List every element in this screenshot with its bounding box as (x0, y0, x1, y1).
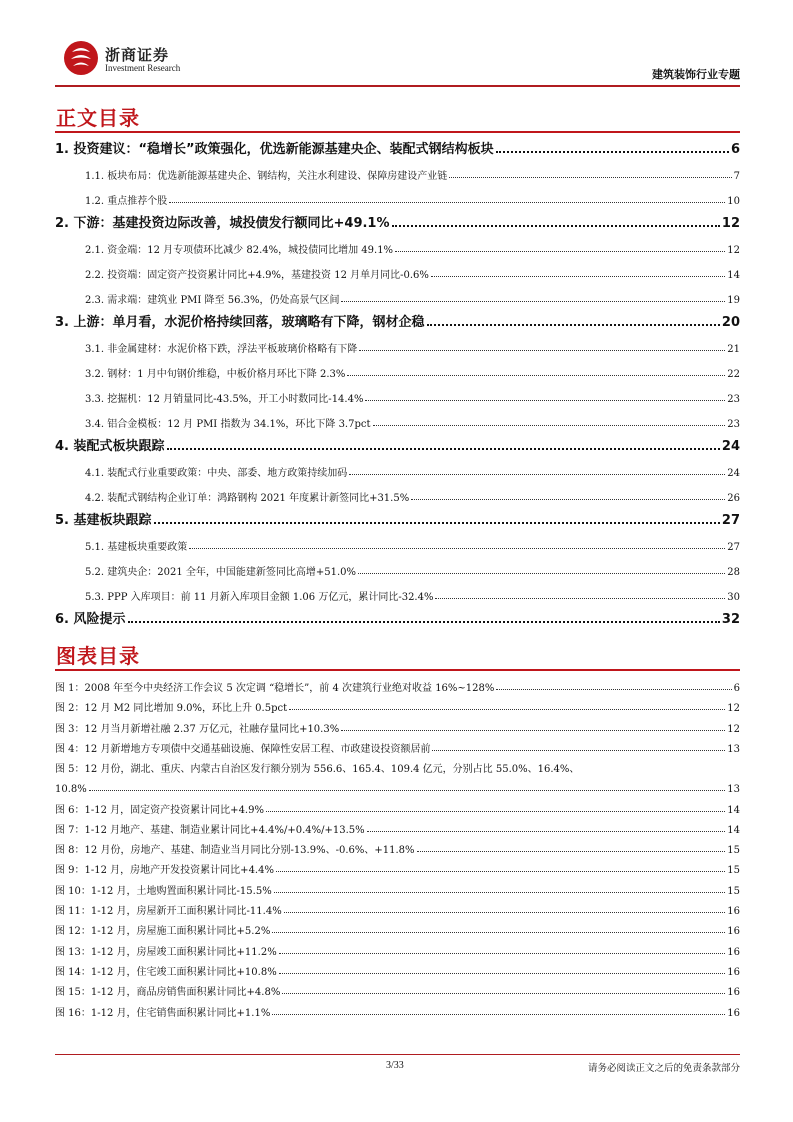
figure-entry-text: 图 9：1-12 月，房地产开发投资累计同比+4.4% (55, 865, 274, 877)
toc-section[interactable] (55, 263, 740, 281)
figure-entry-text: 图 4：12 月新增地方专项债中交通基础设施、保障性安居工程、市政建设投资额居前 (55, 743, 431, 755)
dot-leader (169, 201, 725, 203)
toc-section-page: 14 (727, 270, 740, 281)
toc-section[interactable] (55, 560, 740, 578)
figure-entry-text: 图 15：1-12 月，商品房销售面积累计同比+4.8% (55, 987, 281, 999)
dot-leader (365, 399, 725, 401)
dot-leader (392, 224, 720, 227)
figure-entry[interactable] (55, 942, 740, 958)
toc-chapter-page: 20 (721, 315, 740, 330)
toc-section-page: 12 (727, 245, 740, 256)
figure-entry-page: 16 (727, 906, 740, 917)
toc-section-page: 21 (727, 344, 740, 355)
figure-list-title: 图表目录 (56, 644, 140, 668)
toc-section[interactable] (55, 238, 740, 256)
figure-entry[interactable] (55, 982, 740, 998)
figure-entry[interactable] (55, 698, 740, 714)
figure-entry[interactable] (55, 719, 740, 735)
toc-chapter[interactable] (55, 312, 740, 330)
dot-leader (274, 891, 726, 893)
toc-section[interactable] (55, 486, 740, 504)
toc-title-rule (55, 131, 740, 133)
toc-section-page: 24 (727, 468, 740, 479)
figure-entry-page: 14 (727, 824, 740, 836)
toc-chapter-text: 3. 上游：单月看，水泥价格持续回落，玻璃略有下降，钢材企稳 (55, 315, 425, 330)
toc-section-text: 4.2. 装配式钢结构企业订单：鸿路钢构 2021 年度累计新签同比+31.5% (85, 493, 410, 504)
figure-entry[interactable] (55, 840, 740, 856)
toc-chapter-text: 2. 下游：基建投资边际改善，城投债发行额同比+49.1% (55, 216, 390, 231)
toc-section-page: 23 (727, 394, 740, 405)
toc-section-text: 3.2. 钢材：1 月中旬钢价维稳，中板价格月环比下降 2.3% (85, 369, 346, 380)
toc-chapter-text: 4. 装配式板块跟踪 (55, 439, 165, 454)
toc-section-page: 23 (727, 419, 740, 430)
toc-chapter-text: 1. 投资建议：“稳增长”政策强化，优选新能源基建央企、装配式钢结构板块 (55, 142, 494, 157)
toc-section-text: 2.2. 投资端：固定资产投资累计同比+4.9%，基建投资 12 月单月同比-0.6% (85, 270, 429, 281)
toc-chapter[interactable] (55, 213, 740, 231)
figure-entry-text: 图 7：1-12 月地产、基建、制造业累计同比+4.4%/+0.4%/+13.5% (55, 824, 365, 836)
toc-section-text: 5.3. PPP 入库项目：前 11 月新入库项目金额 1.06 万亿元，累计同比-32.4% (85, 592, 434, 603)
figure-entry-text: 图 14：1-12 月，住宅竣工面积累计同比+10.8% (55, 966, 277, 978)
dot-leader (496, 150, 729, 153)
dot-leader (341, 729, 725, 731)
dot-leader (367, 830, 726, 832)
figure-entry-page: 16 (727, 1007, 740, 1019)
dot-leader (411, 498, 725, 500)
toc-section[interactable] (55, 337, 740, 355)
toc-section-text: 3.3. 挖掘机：12 月销量同比-43.5%，开工小时数同比-14.4% (85, 394, 364, 405)
dot-leader (266, 810, 725, 812)
toc-section-text: 3.1. 非金属建材：水泥价格下跌，浮法平板玻璃价格略有下降 (85, 344, 358, 355)
dot-leader (341, 300, 725, 302)
zheshang-logo-icon (63, 40, 99, 76)
figure-entry-text: 图 1：2008 年至今中央经济工作会议 5 次定调 “稳增长”，前 4 次建筑行业绝对收益 16%~128% (55, 683, 495, 694)
figure-entry-text: 图 12：1-12 月，房屋施工面积累计同比+5.2% (55, 926, 271, 938)
brand-name-en: Investment Research (105, 63, 181, 73)
toc-section-text: 2.1. 资金端：12 月专项债环比减少 82.4%，城投债同比增加 49.1% (85, 245, 394, 256)
toc-section-text: 4.1. 装配式行业重要政策：中央、部委、地方政策持续加码 (85, 468, 348, 479)
page-number: 3/33 (386, 1060, 404, 1071)
figure-entry-text: 图 6：1-12 月，固定资产投资累计同比+4.9% (55, 804, 264, 816)
toc-section-page: 30 (727, 592, 740, 603)
toc-chapter-page: 32 (721, 612, 740, 627)
figure-entry[interactable] (55, 759, 740, 775)
toc-chapter[interactable] (55, 510, 740, 528)
toc-section[interactable] (55, 362, 740, 380)
toc-chapter-text: 6. 风险提示 (55, 612, 126, 627)
figure-entry-page: 15 (727, 845, 740, 857)
brand-name: 浙商证券 (105, 46, 170, 64)
figure-entry-page: 15 (727, 865, 740, 877)
figure-entry[interactable] (55, 678, 740, 694)
dot-leader (496, 688, 731, 690)
dot-leader (449, 176, 731, 178)
dot-leader (289, 708, 725, 710)
toc-title: 正文目录 (56, 106, 140, 130)
figure-entry[interactable] (55, 962, 740, 978)
figure-entry-text: 图 8：12 月份，房地产、基建、制造业当月同比分别-13.9%、-0.6%、+11.8% (55, 845, 415, 857)
page-header (55, 36, 740, 86)
dot-leader (279, 972, 726, 974)
figure-entry-page: 14 (727, 804, 740, 816)
toc-section-page: 10 (727, 196, 740, 207)
toc-section-text: 3.4. 铝合金模板：12 月 PMI 指数为 34.1%，环比下降 3.7pct (85, 419, 371, 430)
dot-leader (417, 850, 726, 852)
figure-entry-text: 图 13：1-12 月，房屋竣工面积累计同比+11.2% (55, 946, 277, 958)
toc-section-text: 1.2. 重点推荐个股 (85, 196, 168, 207)
dot-leader (154, 521, 720, 524)
figure-entry-text: 图 2：12 月 M2 同比增加 9.0%，环比上升 0.5pct (55, 703, 288, 715)
figure-entry-text: 图 5：12 月份，湖北、重庆、内蒙古自治区发行额分别为 556.6、165.4、109.4 亿元，分别占比 55.0%、16.4%、 (55, 764, 580, 776)
toc-section-text: 1.1. 板块布局：优选新能源基建央企、钢结构，关注水利建设、保障房建设产业链 (85, 171, 448, 182)
figure-entry-cont-page: 13 (727, 784, 740, 796)
toc-chapter-page: 6 (730, 142, 740, 157)
figure-entry-page: 12 (727, 723, 740, 735)
dot-leader (431, 275, 725, 277)
figure-entry[interactable] (55, 739, 740, 755)
toc-section-text: 5.1. 基建板块重要政策 (85, 542, 188, 553)
figure-list-title-rule (55, 669, 740, 671)
toc-chapter-page: 27 (721, 513, 740, 528)
toc-section[interactable] (55, 585, 740, 603)
toc-section[interactable] (55, 535, 740, 553)
figure-entry-page: 16 (727, 966, 740, 978)
toc-section[interactable] (55, 189, 740, 207)
dot-leader (435, 597, 725, 599)
figure-entry[interactable] (55, 1003, 740, 1019)
toc-section-page: 26 (727, 493, 740, 504)
toc-chapter[interactable] (55, 139, 740, 157)
dot-leader (272, 931, 725, 933)
figure-entry-text: 图 3：12 月当月新增社融 2.37 万亿元，社融存量同比+10.3% (55, 723, 340, 735)
figure-entry[interactable] (55, 800, 740, 816)
dot-leader (272, 1013, 725, 1015)
figure-entry-page: 6 (733, 683, 740, 694)
toc-section[interactable] (55, 412, 740, 430)
dot-leader (284, 911, 726, 913)
figure-entry[interactable] (55, 921, 740, 937)
toc-section[interactable] (55, 387, 740, 405)
dot-leader (432, 749, 725, 751)
toc-section[interactable] (55, 288, 740, 306)
figure-entry-page: 13 (727, 743, 740, 755)
toc-section-page: 28 (727, 567, 740, 578)
toc-section-page: 19 (727, 295, 740, 306)
toc-chapter-page: 12 (721, 216, 740, 231)
toc-section-page: 22 (727, 369, 740, 380)
figure-entry-cont-text: 10.8% (55, 784, 87, 796)
dot-leader (279, 952, 726, 954)
figure-entry-page: 12 (727, 703, 740, 715)
figure-entry[interactable] (55, 860, 740, 876)
figure-entry[interactable] (55, 820, 740, 836)
dot-leader (373, 424, 726, 426)
toc-section-page: 27 (727, 542, 740, 553)
dot-leader (347, 374, 725, 376)
toc-section-text: 2.3. 需求端：建筑业 PMI 降至 56.3%，仍处高景气区间 (85, 295, 340, 306)
figure-entry[interactable] (55, 881, 740, 897)
figure-entry-page: 16 (727, 926, 740, 938)
dot-leader (167, 447, 720, 450)
toc-chapter[interactable] (55, 436, 740, 454)
footer-divider (55, 1054, 740, 1055)
dot-leader (282, 992, 725, 994)
dot-leader (189, 547, 725, 549)
toc-section-page: 7 (733, 171, 740, 182)
figure-entry[interactable] (55, 901, 740, 917)
dot-leader (89, 789, 725, 791)
disclaimer: 请务必阅读正文之后的免责条款部分 (587, 1063, 740, 1074)
toc-section[interactable] (55, 164, 740, 182)
header-divider (55, 85, 740, 87)
report-category: 建筑装饰行业专题 (652, 68, 740, 81)
dot-leader (128, 620, 720, 623)
dot-leader (349, 473, 725, 475)
figure-entry-cont[interactable] (55, 779, 740, 795)
toc-chapter-page: 24 (721, 439, 740, 454)
figure-entry-text: 图 16：1-12 月，住宅销售面积累计同比+1.1% (55, 1007, 271, 1019)
figure-entry-page: 16 (727, 946, 740, 958)
figure-entry-page: 15 (727, 885, 740, 897)
toc-section[interactable] (55, 461, 740, 479)
dot-leader (276, 870, 725, 872)
toc-chapter[interactable] (55, 609, 740, 627)
figure-entry-text: 图 10：1-12 月，土地购置面积累计同比-15.5% (55, 885, 272, 897)
figure-entry-text: 图 11：1-12 月，房屋新开工面积累计同比-11.4% (55, 906, 282, 917)
dot-leader (395, 250, 725, 252)
figure-entry-page: 16 (727, 987, 740, 999)
dot-leader (427, 323, 720, 326)
dot-leader (359, 349, 725, 351)
toc-section-text: 5.2. 建筑央企：2021 全年，中国能建新签同比高增+51.0% (85, 567, 357, 578)
toc-chapter-text: 5. 基建板块跟踪 (55, 513, 152, 528)
dot-leader (358, 572, 725, 574)
